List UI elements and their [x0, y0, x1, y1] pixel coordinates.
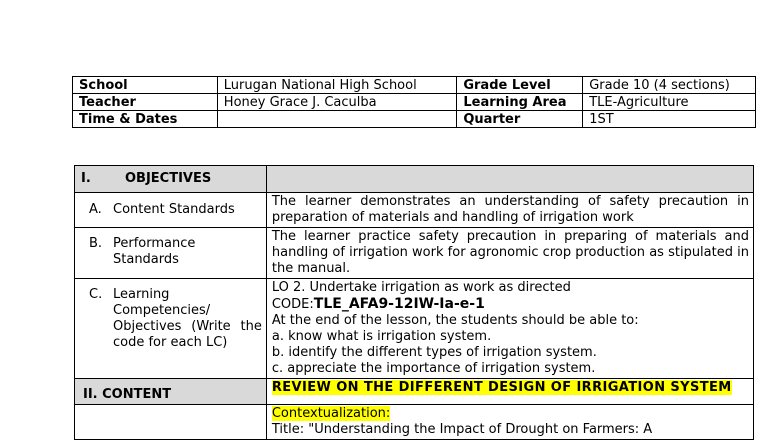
performance-standards-letter: B.: [89, 236, 103, 251]
content-standards-letter: A.: [89, 202, 102, 217]
content-standards-label-cell: [75, 193, 267, 228]
header-table: [72, 76, 756, 128]
objectives-heading-row: [75, 166, 754, 193]
time-dates-value: [217, 111, 457, 128]
teacher-label: Teacher: [73, 94, 218, 111]
time-dates-label: Time & Dates: [73, 111, 218, 128]
objective-item-a: a. know what is irrigation system.: [271, 329, 492, 344]
quarter-value: 1ST: [583, 111, 756, 128]
content-label: II. CONTENT: [75, 379, 267, 405]
content-title-cell: [266, 379, 753, 405]
competencies-cell: [266, 279, 753, 379]
contextualization-cell: [266, 405, 753, 440]
content-standards-row: [75, 193, 754, 228]
performance-standards-label-cell: [75, 228, 267, 279]
contextualization-label: Contextualization:: [271, 406, 391, 421]
objectives-heading: [75, 166, 267, 193]
objectives-intro: At the end of the lesson, the students should be able to:: [271, 313, 639, 328]
school-value: Lurugan National High School: [217, 77, 457, 94]
learning-area-value: TLE-Agriculture: [583, 94, 756, 111]
competencies-label: Learning Competencies/ Objectives (Write the code for each LC): [113, 287, 262, 350]
contextualization-row: [75, 405, 754, 440]
header-row-school: [73, 77, 756, 94]
header-row-time: [73, 111, 756, 128]
objectives-table: [74, 165, 754, 440]
objectives-title: OBJECTIVES: [125, 171, 212, 186]
teacher-value: Honey Grace J. Caculba: [217, 94, 457, 111]
quarter-label: Quarter: [457, 111, 583, 128]
objectives-number: I.: [81, 171, 91, 186]
objective-item-c: c. appreciate the importance of irrigation system.: [271, 361, 596, 376]
learning-area-label: Learning Area: [457, 94, 583, 111]
content-title: REVIEW ON THE DIFFERENT DESIGN OF IRRIGATION SYSTEM: [271, 380, 732, 395]
objectives-heading-blank: [266, 166, 753, 193]
performance-standards-row: [75, 228, 754, 279]
school-label: School: [73, 77, 218, 94]
content-row: [75, 379, 754, 405]
competencies-label-cell: [75, 279, 267, 379]
objective-item-b: b. identify the different types of irrigation system.: [271, 345, 597, 360]
code-line: [272, 296, 749, 313]
performance-standards-label: Performance Standards: [113, 236, 196, 267]
grade-level-label: Grade Level: [457, 77, 583, 94]
code-prefix: CODE:: [271, 297, 314, 312]
content-standards-label: Content Standards: [113, 202, 235, 217]
lo-line: LO 2. Undertake irrigation as work as directed: [271, 280, 571, 295]
competencies-row: [75, 279, 754, 379]
contextualization-title: Title: "Understanding the Impact of Drought on Farmers: A: [271, 422, 653, 437]
grade-level-value: Grade 10 (4 sections): [583, 77, 756, 94]
competencies-letter: C.: [89, 287, 103, 302]
header-row-teacher: [73, 94, 756, 111]
performance-standards-text: The learner practice safety precaution in preparing of materials and handling of irrigation work for agronomic crop production as stipulated in the manual.: [266, 228, 753, 279]
code-value: TLE_AFA9-12IW-Ia-e-1: [313, 296, 485, 312]
content-standards-text: The learner demonstrates an understanding of safety precaution in preparation of materials and handling of irrigation work: [266, 193, 753, 228]
contextualization-label-cell: [75, 405, 267, 440]
